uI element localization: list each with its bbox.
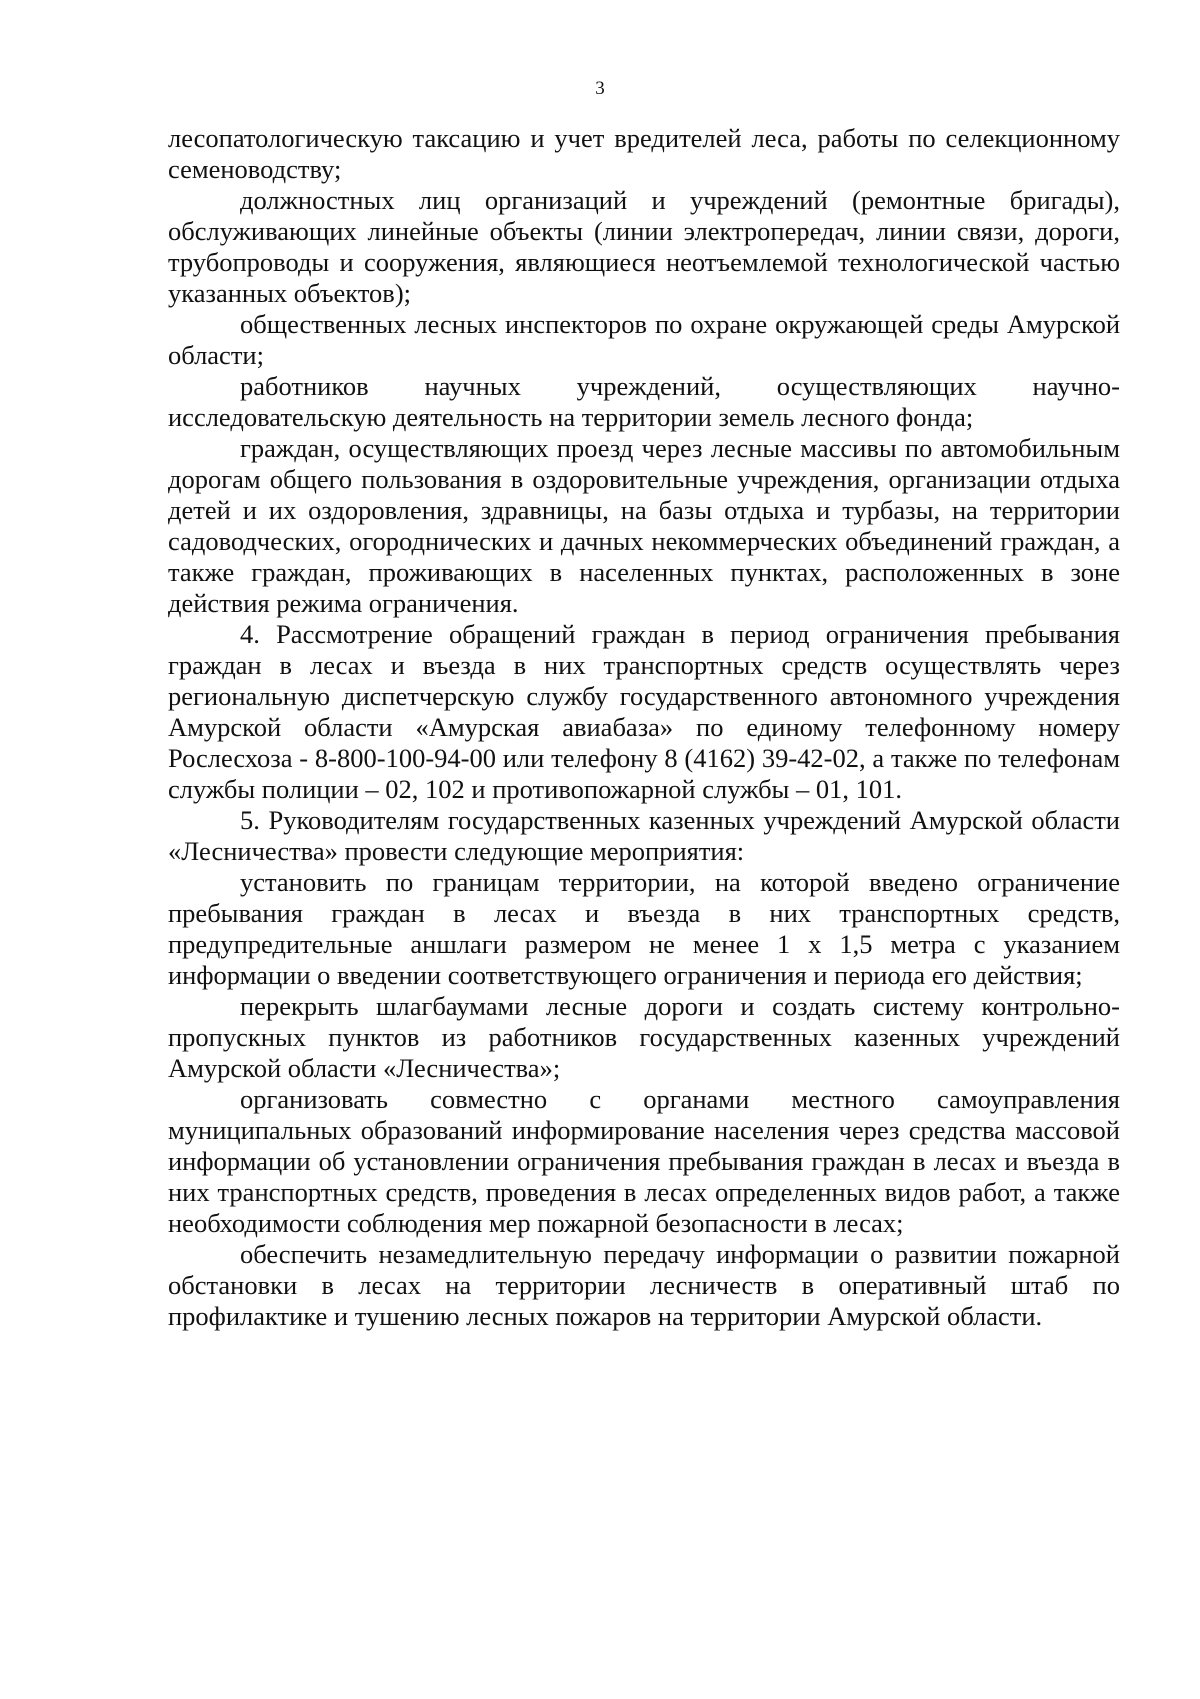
paragraph-signs: установить по границам территории, на которой введено ограничение пребывания граждан в лесах и въезда в них транспортных средств, предупредительные аншлаги размером не менее 1 х 1,5 метра с указанием информации о введении соответствующего ограничения и периода его действия; (168, 867, 1120, 990)
paragraph-researchers: работников научных учреждений, осуществляющих научно-исследовательскую деятельность на территории земель лесного фонда; (168, 371, 1120, 432)
paragraph-citizens: граждан, осуществляющих проезд через лесные массивы по автомобильным дорогам общего пользования в оздоровительные учреждения, организации отдыха детей и их оздоровления, здравницы, на базы отдыха и турбазы, на территории садоводческих, огороднических и дачных некоммерческих объединений граждан, а также граждан, проживающих в населенных пунктах, расположенных в зоне действия режима ограничения. (168, 433, 1120, 618)
paragraph-item-5: 5. Руководителям государственных казенных учреждений Амурской области «Лесничества» провести следующие мероприятия: (168, 805, 1120, 866)
paragraph-continuation: лесопатологическую таксацию и учет вредителей леса, работы по селекционному семеноводству; (168, 123, 1120, 184)
paragraph-inspectors: общественных лесных инспекторов по охране окружающей среды Амурской области; (168, 309, 1120, 370)
paragraph-fire-reporting: обеспечить незамедлительную передачу информации о развитии пожарной обстановки в лесах на территории лесничеств в оперативный штаб по профилактике и тушению лесных пожаров на территории Амурской области. (168, 1239, 1120, 1331)
paragraph-officials: должностных лиц организаций и учреждений (ремонтные бригады), обслуживающих линейные объекты (линии электропередач, линии связи, дороги, трубопроводы и сооружения, являющиеся неотъемлемой технологической частью указанных объектов); (168, 185, 1120, 308)
paragraph-barriers: перекрыть шлагбаумами лесные дороги и создать систему контрольно-пропускных пунктов из работников государственных казенных учреждений Амурской области «Лесничества»; (168, 991, 1120, 1083)
document-body (168, 123, 1120, 1332)
paragraph-inform-public: организовать совместно с органами местного самоуправления муниципальных образований информирование населения через средства массовой информации об установлении ограничения пребывания граждан в лесах и въезда в них транспортных средств, проведения в лесах определенных видов работ, а также необходимости соблюдения мер пожарной безопасности в лесах; (168, 1084, 1120, 1238)
paragraph-item-4: 4. Рассмотрение обращений граждан в период ограничения пребывания граждан в лесах и въезда в них транспортных средств осуществлять через региональную диспетчерскую службу государственного автономного учреждения Амурской области «Амурская авиабаза» по единому телефонному номеру Рослесхоза - 8-800-100-94-00 или телефону 8 (4162) 39-42-02, а также по телефонам службы полиции – 02, 102 и противопожарной службы – 01, 101. (168, 619, 1120, 804)
page-number: 3 (595, 78, 605, 99)
